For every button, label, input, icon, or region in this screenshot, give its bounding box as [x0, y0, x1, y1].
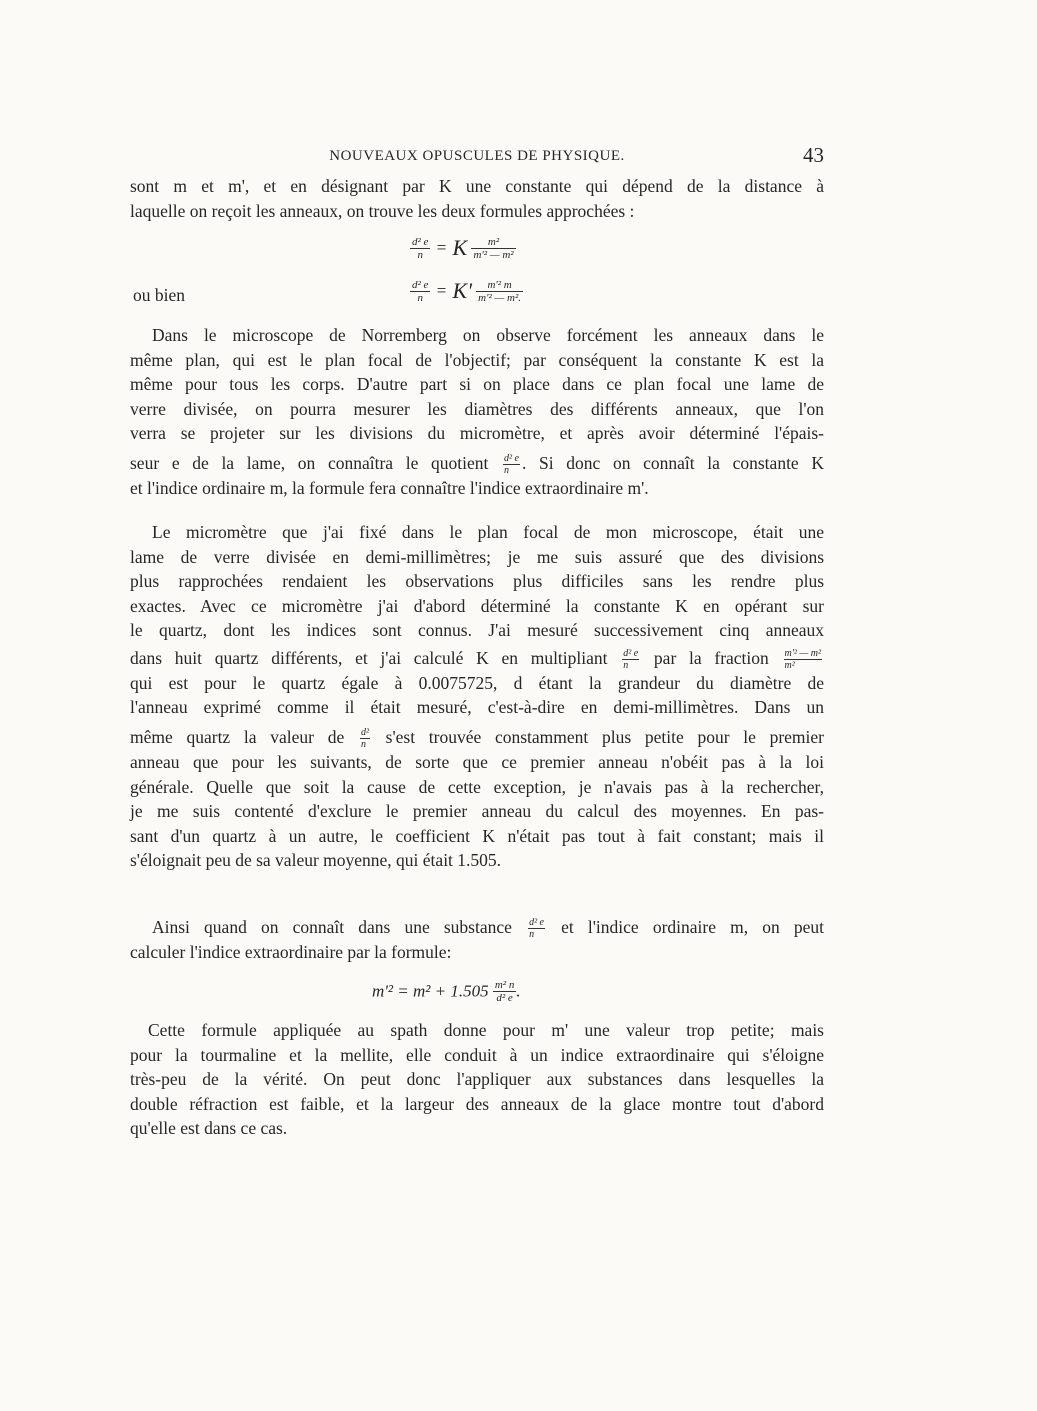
denominator: m'² — m² [473, 248, 514, 261]
paragraph-1 [130, 323, 824, 500]
denominator: m² [784, 659, 795, 671]
text-line: sant d'un quartz à un autre, le coefficient K n'était pas tout à fait constant; mais il [130, 825, 824, 846]
denominator: n [360, 739, 366, 751]
constant-k: K [452, 235, 468, 260]
text-segment: et l'indice ordinaire m, on peut [561, 917, 825, 937]
text-line: très-peu de la vérité. On peut donc l'appliquer aux substances dans lesquelles la [130, 1069, 824, 1089]
text-line: Cette formule appliquée au spath donne pour m' une valeur trop petite; mais [148, 1020, 824, 1040]
formula-fraction [410, 236, 430, 261]
text-line: même pour tous les corps. D'autre part si on place dans ce plan focal une lame de [130, 374, 824, 394]
text-line: Le micromètre que j'ai fixé dans le plan focal de mon microscope, était une [152, 522, 824, 542]
text-line: qui est pour le quartz égale à 0.0075725, d étant la grandeur du diamètre de [130, 672, 824, 693]
inline-fraction [622, 648, 639, 671]
inline-fraction [503, 453, 520, 476]
text-line: verra se projeter sur les divisions du micromètre, et après avoir déterminé l'épais- [130, 423, 824, 443]
text-line: je me suis contenté d'exclure le premier anneau du calcul des moyennes. En pas- [130, 801, 824, 822]
text-line: pour la tourmaline et la mellite, elle conduit à un indice extraordinaire qui s'éloigne [130, 1044, 824, 1065]
text-line: le quartz, dont les indices sont connus. J'ai mesuré successivement cinq anneaux [130, 620, 824, 640]
text-line: sont m et m', et en désignant par K une constante qui dépend de la distance à [130, 176, 824, 196]
formula-fraction [410, 279, 430, 304]
equals-sign: = [436, 238, 447, 257]
paragraph-4 [130, 1018, 824, 1141]
numerator: d² e [504, 452, 519, 464]
numerator: m² [471, 236, 515, 249]
text-segment: même quartz la valeur de [130, 726, 345, 747]
denominator: n [417, 248, 423, 261]
text-segment: dans huit quartz différents, et j'ai calculé K en multipliant [130, 647, 608, 668]
text-line: s'éloignait peu de sa valeur moyenne, qui était 1.505. [130, 850, 502, 871]
text-segment: seur e de la lame, on connaîtra le quotient [130, 452, 489, 473]
numerator: m² n [494, 979, 515, 991]
text-line [130, 451, 824, 476]
formula-lhs: m'² = m² + 1.505 [372, 981, 489, 1001]
denominator: d² e [496, 992, 513, 1004]
denominator: n [504, 464, 510, 476]
text-line: et l'indice ordinaire m, la formule fera connaître l'indice extraordinaire m'. [130, 477, 649, 498]
text-line: calculer l'indice extraordinaire par la formule: [130, 942, 452, 963]
constant-k-prime: K' [452, 278, 472, 303]
formula-2 [410, 278, 523, 304]
text-line: plus rapprochées rendaient les observations plus difficiles sans les rendre plus [130, 571, 824, 591]
text-line: lame de verre divisée en demi-millimètres; je me suis assuré que des divisions [130, 546, 824, 567]
inline-fraction [360, 727, 370, 750]
text-line: qu'elle est dans ce cas. [130, 1118, 288, 1138]
page-header [130, 143, 824, 173]
text-line: l'anneau exprimé comme il était mesuré, c'est-à-dire en demi-millimètres. Dans un [130, 697, 824, 718]
numerator: d² e [623, 647, 639, 659]
denominator: n [623, 659, 629, 671]
text-line: exactes. Avec ce micromètre j'ai d'abord déterminé la constante K en opérant sur [130, 595, 824, 616]
paragraph-3 [130, 915, 824, 965]
formula-3 [372, 979, 521, 1004]
paragraph-intro [130, 174, 824, 223]
inline-fraction [528, 917, 545, 940]
formula-fraction [476, 279, 523, 304]
denominator: n [529, 929, 535, 941]
denominator: n [417, 291, 423, 304]
text-line [130, 646, 824, 671]
running-title: NOUVEAUX OPUSCULES DE PHYSIQUE. [329, 148, 625, 164]
formula-fraction [471, 236, 515, 261]
paragraph-2 [130, 520, 824, 873]
page-number: 43 [803, 143, 824, 167]
numerator: m'² m [476, 279, 523, 292]
text-line [130, 915, 824, 940]
numerator: d² e [529, 917, 544, 929]
text-line: Dans le microscope de Norremberg on observe forcément les anneaux dans le [152, 325, 824, 345]
numerator: m'² — m² [784, 647, 821, 659]
denominator: m'² — m². [478, 291, 522, 304]
equals-sign: = [436, 281, 447, 300]
text-segment: Ainsi quand on connaît dans une substance [152, 917, 512, 937]
numerator: d² e [412, 235, 429, 248]
text-line: double réfraction est faible, et la largeur des anneaux de la glace montre tout d'abord [130, 1093, 824, 1114]
text-segment: . Si donc on connaît la constante K [521, 452, 824, 473]
text-line: laquelle on reçoit les anneaux, on trouve les deux formules approchées : [130, 200, 635, 221]
inline-fraction [784, 648, 822, 671]
text-line: anneau que pour les suivants, de sorte que ce premier anneau n'obéit pas à la loi [130, 752, 824, 773]
text-line: verre divisée, on pourra mesurer les diamètres des différents anneaux, que l'on [130, 398, 824, 419]
text-segment: s'est trouvée constamment plus petite pour le premier [385, 726, 825, 747]
numerator: d² e [412, 278, 429, 291]
formula-1 [410, 235, 516, 261]
formula-fraction [493, 979, 517, 1004]
text-line: même plan, qui est le plan focal de l'objectif; par conséquent la constante K est la [130, 349, 824, 370]
or-label: ou bien [133, 285, 186, 305]
formula-end: . [516, 981, 521, 1001]
text-line: générale. Quelle que soit la cause de cette exception, je n'avais pas à la rechercher, [130, 776, 824, 797]
numerator: d² [360, 727, 369, 739]
text-segment: par la fraction [653, 647, 769, 668]
text-line [130, 725, 824, 750]
